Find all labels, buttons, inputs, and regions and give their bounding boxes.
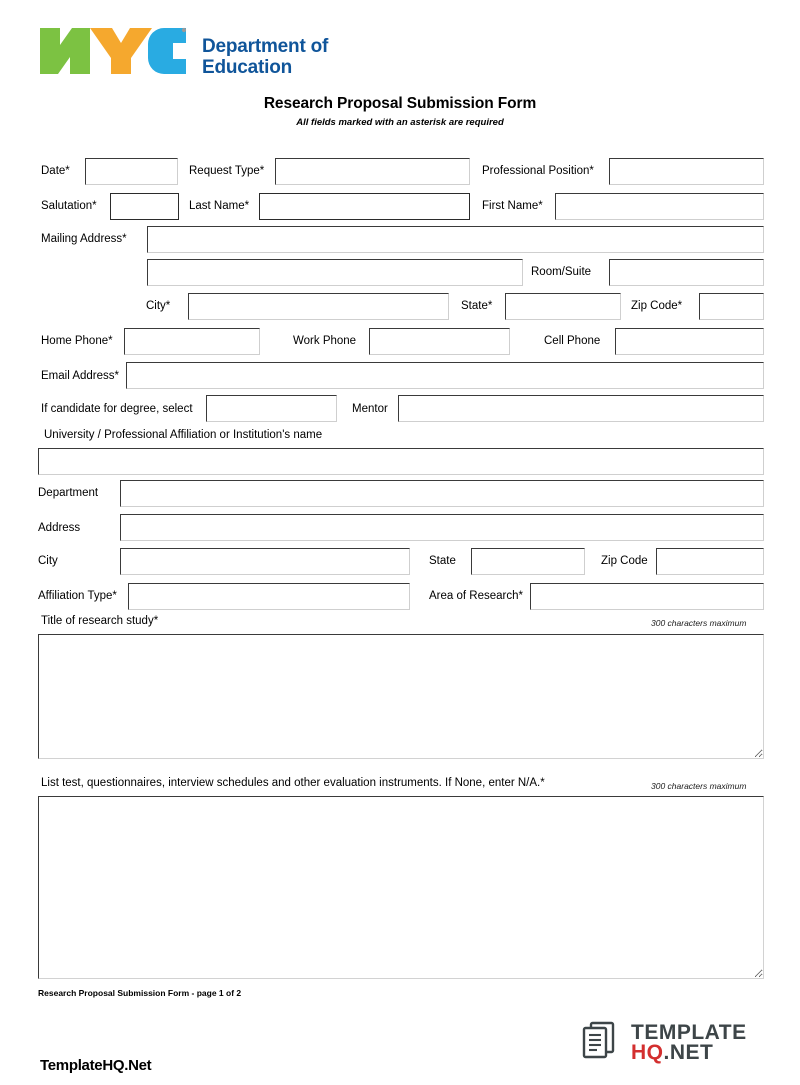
input-mailing-address-line1[interactable] [147, 226, 764, 253]
label-professional-position: Professional Position* [482, 165, 594, 177]
label-zip: Zip Code [601, 555, 648, 567]
input-degree-candidate[interactable] [206, 395, 337, 422]
label-title-of-study: Title of research study* [41, 615, 159, 627]
page-header [38, 26, 328, 81]
label-state: State [429, 555, 456, 567]
documents-icon [580, 1019, 622, 1066]
input-home-phone[interactable] [124, 328, 260, 355]
input-salutation[interactable] [110, 193, 179, 220]
input-mentor[interactable] [398, 395, 764, 422]
input-room-suite[interactable] [609, 259, 764, 286]
input-affiliation-name[interactable] [38, 448, 764, 475]
label-email-address: Email Address* [41, 370, 119, 382]
templatehq-hq-text: HQ [631, 1040, 664, 1064]
label-zip-required: Zip Code* [631, 300, 683, 312]
label-affiliation-name: University / Professional Affiliation or Institution's name [44, 429, 323, 441]
page-title: Research Proposal Submission Form [263, 95, 537, 112]
label-degree-candidate: If candidate for degree, select [41, 403, 193, 415]
input-state-required[interactable] [505, 293, 621, 320]
templatehq-net-text: .NET [663, 1040, 714, 1064]
input-department[interactable] [120, 480, 764, 507]
input-affiliation-type[interactable] [128, 583, 410, 610]
label-salutation: Salutation* [41, 200, 97, 212]
input-zip[interactable] [656, 548, 764, 575]
page-footer-label: Research Proposal Submission Form - page 1 of 2 [38, 988, 242, 998]
label-address: Address [38, 522, 81, 534]
label-department: Department [38, 487, 99, 499]
label-mentor: Mentor [352, 403, 388, 415]
label-last-name: Last Name* [189, 200, 250, 212]
templatehq-line-2 [631, 1040, 747, 1064]
title-block [0, 95, 800, 128]
input-request-type[interactable] [275, 158, 470, 185]
input-city[interactable] [120, 548, 410, 575]
label-mailing-address: Mailing Address* [41, 233, 127, 245]
label-home-phone: Home Phone* [41, 335, 113, 347]
input-area-of-research[interactable] [530, 583, 764, 610]
page-subtitle: All fields marked with an asterisk are required [296, 117, 504, 128]
label-room-suite: Room/Suite [531, 266, 592, 278]
templatehq-logo [580, 1019, 747, 1066]
agency-name [202, 36, 328, 78]
input-mailing-address-line2[interactable] [147, 259, 523, 286]
label-first-name: First Name* [482, 200, 543, 212]
label-cell-phone: Cell Phone [544, 335, 601, 347]
label-city: City [38, 555, 58, 567]
input-first-name[interactable] [555, 193, 764, 220]
templatehq-wordmark [631, 1020, 747, 1064]
label-city-required: City* [146, 300, 171, 312]
note-title-max: 300 characters maximum [651, 618, 747, 628]
nyc-logo-icon [38, 26, 188, 81]
label-area-of-research: Area of Research* [429, 590, 523, 602]
input-cell-phone[interactable] [615, 328, 764, 355]
agency-line-1: Department of [202, 36, 329, 57]
input-email-address[interactable] [126, 362, 764, 389]
textarea-instruments[interactable] [38, 796, 764, 979]
input-city-required[interactable] [188, 293, 449, 320]
templatehq-line-1: TEMPLATE [631, 1020, 747, 1044]
textarea-title-of-study[interactable] [38, 634, 764, 759]
input-date[interactable] [85, 158, 178, 185]
label-request-type: Request Type* [189, 165, 265, 177]
agency-line-2: Education [202, 57, 293, 78]
brand-wordmark: TemplateHQ.Net [40, 1057, 152, 1074]
input-state[interactable] [471, 548, 585, 575]
label-instruments: List test, questionnaires, interview schedules and other evaluation instruments. If None, enter N/A.* [41, 777, 545, 789]
input-work-phone[interactable] [369, 328, 510, 355]
note-instruments-max: 300 characters maximum [651, 781, 747, 791]
input-professional-position[interactable] [609, 158, 764, 185]
label-date: Date* [41, 165, 70, 177]
input-address[interactable] [120, 514, 764, 541]
label-affiliation-type: Affiliation Type* [38, 590, 117, 602]
input-last-name[interactable] [259, 193, 470, 220]
label-state-required: State* [461, 300, 493, 312]
label-work-phone: Work Phone [293, 335, 357, 347]
input-zip-required[interactable] [699, 293, 764, 320]
